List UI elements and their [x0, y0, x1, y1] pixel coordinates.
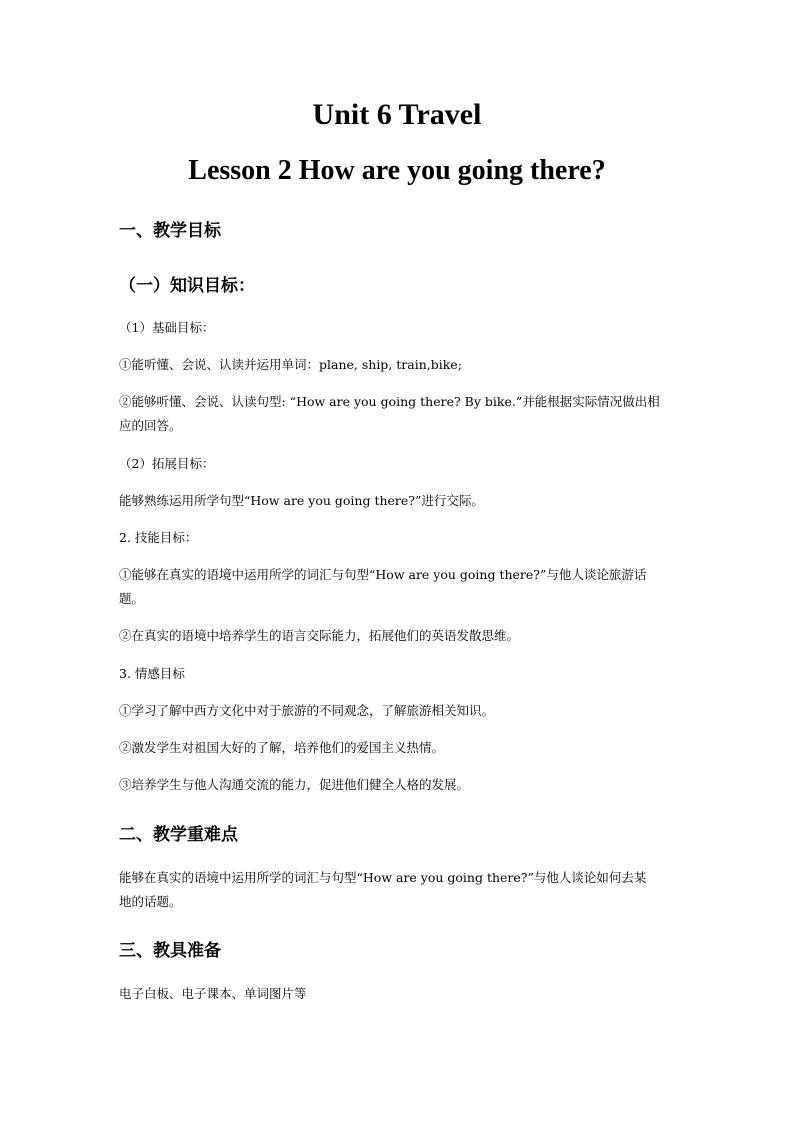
skill-goal-label: 2. 技能目标： [119, 530, 198, 545]
basic-goal-item-2-line-2: 应的回答。 [119, 418, 182, 433]
skill-goal-item-1-line-2: 题。 [119, 591, 145, 606]
section-heading-key-points: 二、教学重难点 [119, 825, 238, 845]
page-title: Unit 6 Travel [312, 98, 482, 131]
key-points-text-line-1: 能够在真实的语境中运用所学的词汇与句型“How are you going there?”与他人谈论如何去某 [119, 870, 647, 885]
section-heading-objectives: 一、教学目标 [119, 221, 221, 241]
emotion-goal-item-3: ③培养学生与他人沟通交流的能力，促进他们健全人格的发展。 [119, 777, 470, 792]
emotion-goal-label: 3. 情感目标 [119, 666, 185, 681]
subsection-heading-knowledge: （一）知识目标： [119, 276, 255, 296]
lesson-subtitle: Lesson 2 How are you going there? [188, 155, 606, 186]
basic-goal-label: （1）基础目标： [119, 320, 215, 335]
skill-goal-item-2: ②在真实的语境中培养学生的语言交际能力，拓展他们的英语发散思维。 [119, 628, 520, 643]
key-points-text-line-2: 地的话题。 [119, 894, 182, 909]
section-heading-teaching-aids: 三、教具准备 [119, 941, 221, 961]
basic-goal-item-2-line-1: ②能够听懂、会说、认读句型: “How are you going there? By bike.”并能根据实际情况做出相 [119, 394, 660, 409]
emotion-goal-item-1: ①学习了解中西方文化中对于旅游的不同观念，了解旅游相关知识。 [119, 703, 495, 718]
extended-goal-label: （2）拓展目标： [119, 456, 215, 471]
extended-goal-item-1: 能够熟练运用所学句型“How are you going there?”进行交际。 [119, 493, 484, 508]
teaching-aids-text: 电子白板、电子课本、单词图片等 [119, 986, 307, 1001]
emotion-goal-item-2: ②激发学生对祖国大好的了解，培养他们的爱国主义热情。 [119, 740, 445, 755]
skill-goal-item-1-line-1: ①能够在真实的语境中运用所学的词汇与句型“How are you going there?”与他人谈论旅游话 [119, 567, 647, 582]
basic-goal-item-1: ①能听懂、会说、认读并运用单词：plane, ship, train,bike; [119, 357, 462, 372]
